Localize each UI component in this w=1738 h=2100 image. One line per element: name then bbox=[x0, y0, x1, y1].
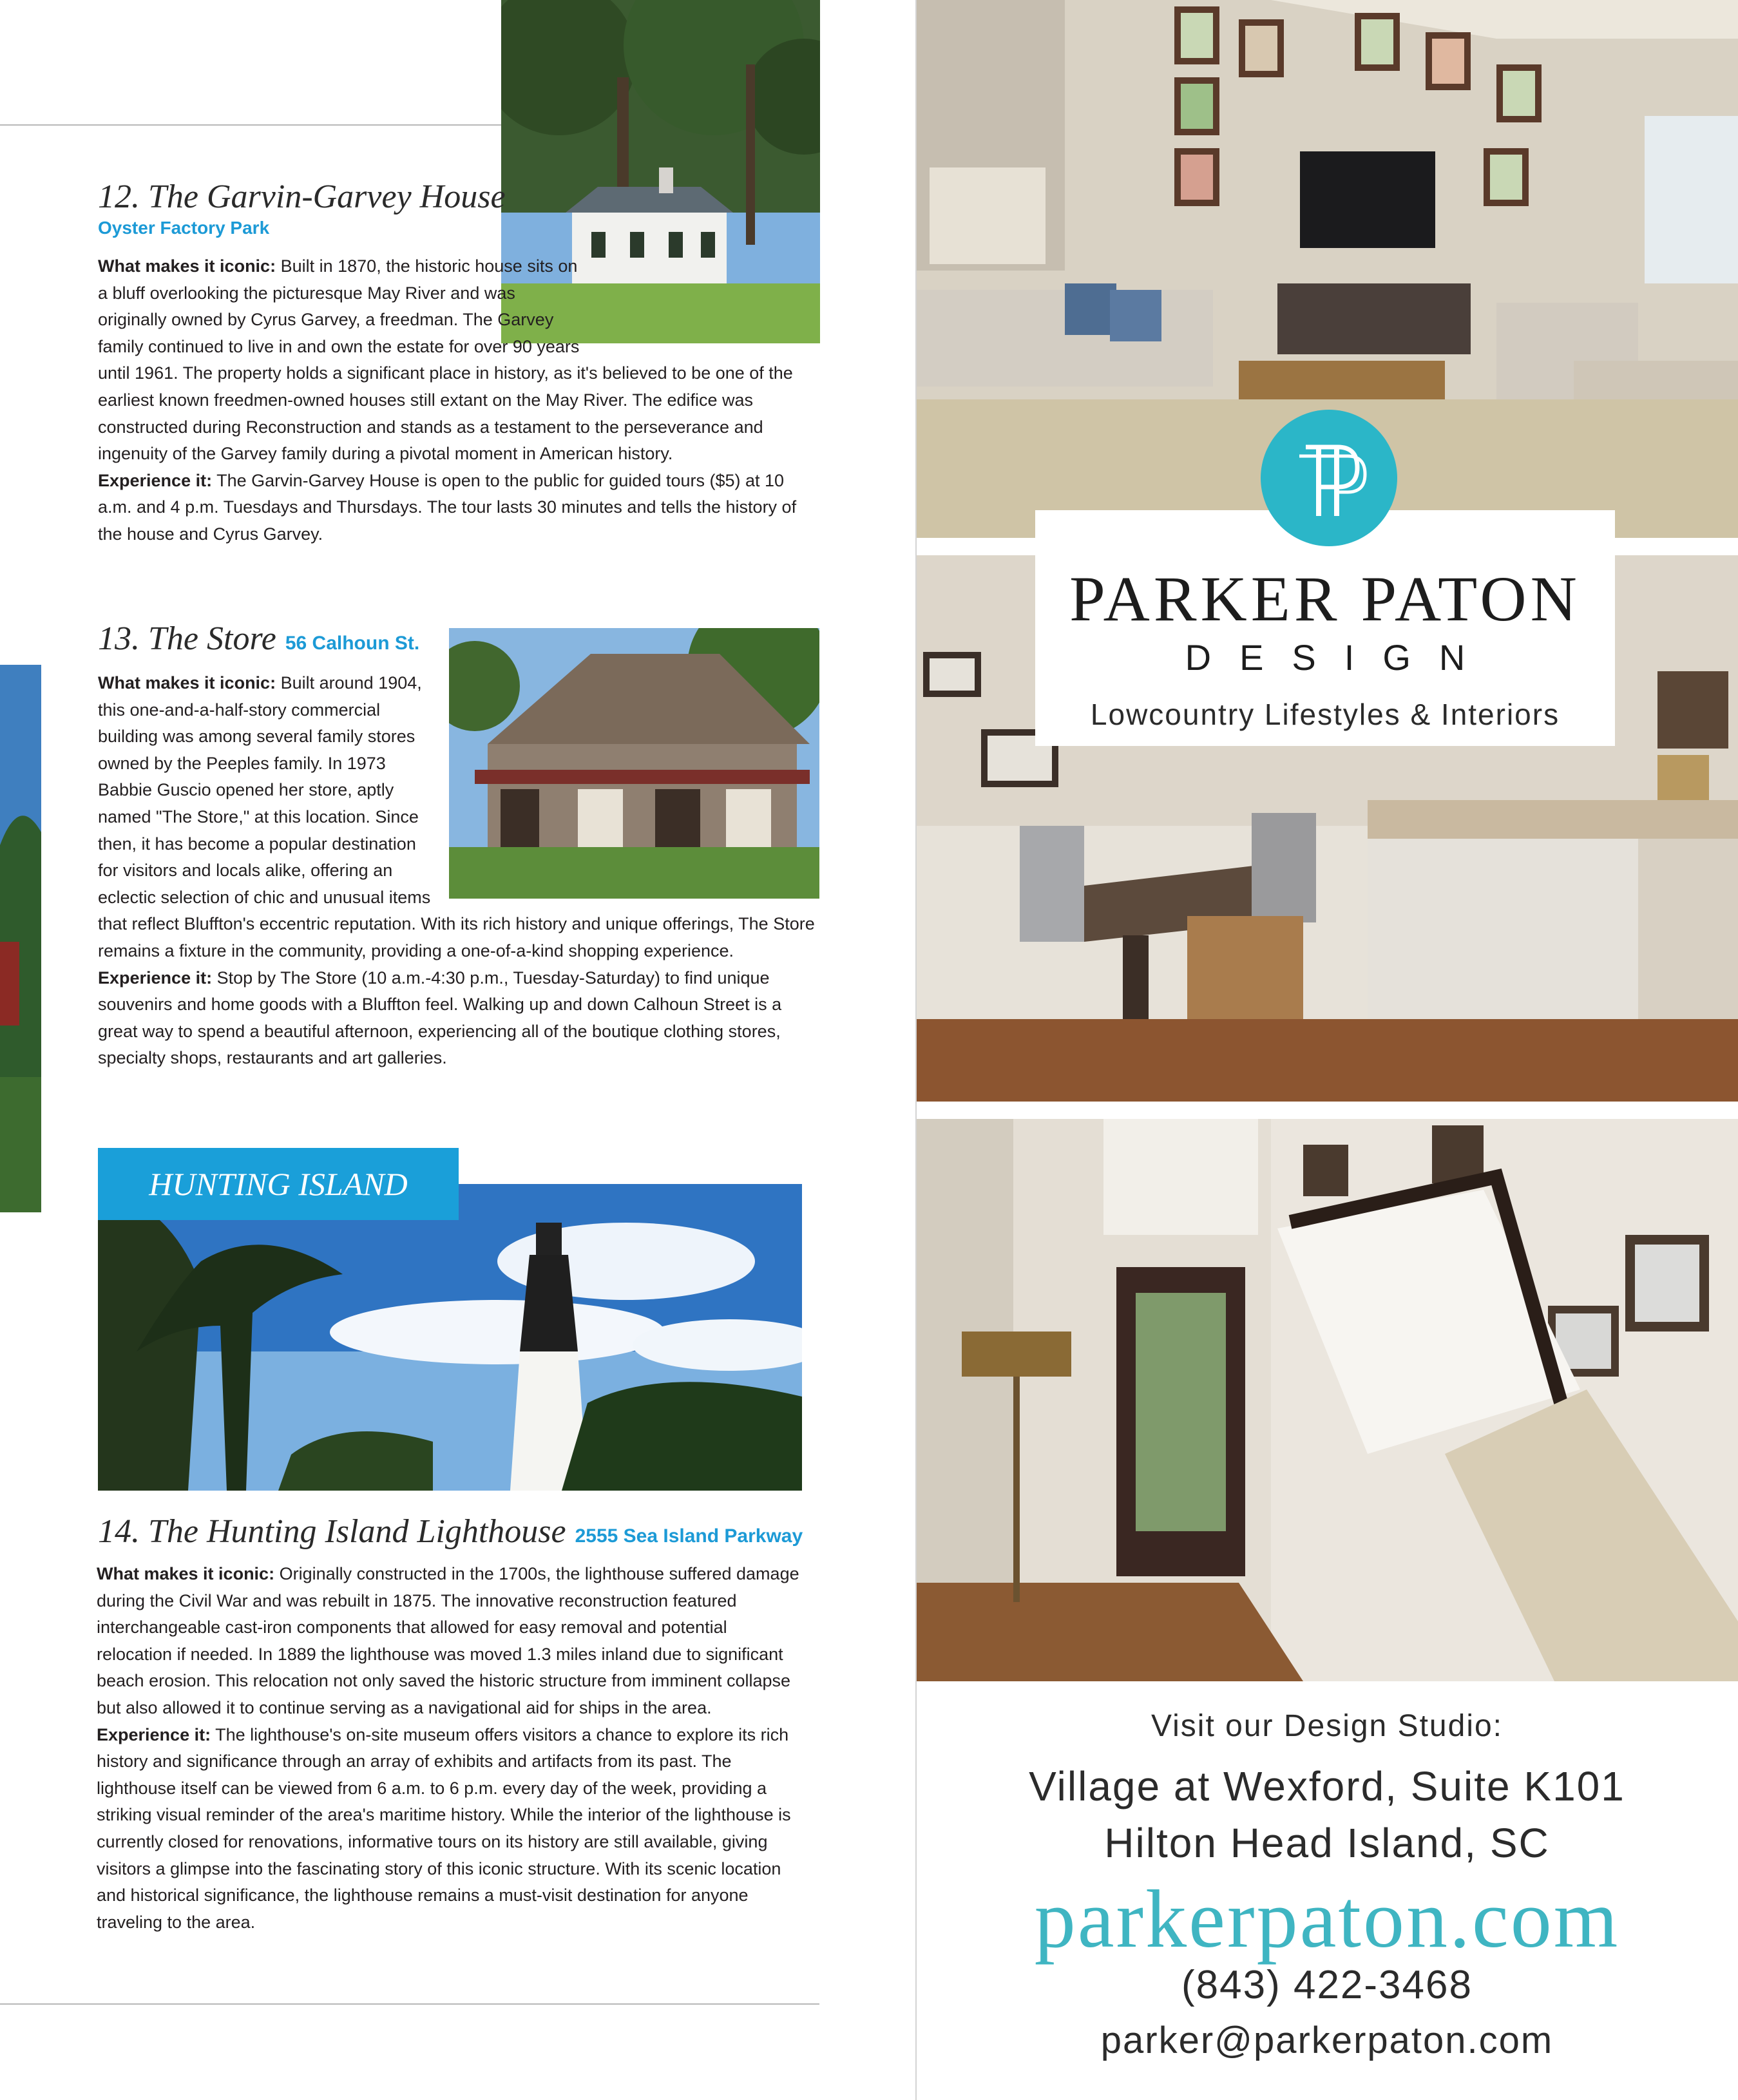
article-12-heading: 12. The Garvin-Garvey House bbox=[98, 178, 506, 215]
email-link[interactable]: parker@parkerpaton.com bbox=[1100, 2019, 1554, 2061]
phone-number[interactable]: (843) 422-3468 bbox=[1181, 1963, 1473, 2007]
article-14-heading: 14. The Hunting Island Lighthouse bbox=[98, 1513, 566, 1550]
article-13-iconic-label: What makes it iconic: bbox=[98, 673, 276, 692]
section-banner-hunting-island: HUNTING ISLAND bbox=[98, 1148, 459, 1220]
article-12-title bbox=[98, 180, 506, 214]
article-14-title bbox=[98, 1515, 803, 1549]
article-13-body bbox=[98, 670, 819, 1072]
article-14-location: 2555 Sea Island Parkway bbox=[575, 1525, 803, 1547]
left-edge-photo bbox=[0, 665, 41, 1212]
article-12-location: Oyster Factory Park bbox=[98, 218, 270, 238]
address-line-2: Hilton Head Island, SC bbox=[1104, 1820, 1550, 1866]
brand-tagline: Lowcountry Lifestyles & Interiors bbox=[1090, 698, 1560, 731]
entry-staircase-photo bbox=[917, 1119, 1738, 1681]
article-13-location: 56 Calhoun St. bbox=[285, 633, 420, 654]
hunting-island-lighthouse-photo bbox=[98, 1184, 802, 1491]
article-12-iconic-text: Built in 1870, the historic house sits on a bluff overlooking the picturesque May River and was originally owned by Cyrus Garvey, a freedman. The Garvey family continued to live in and own the estate for over 90 years until 1961. The property holds a significant place in history, as it's believed to be one of the earliest known freedmen-owned houses still extant on the May River. The edifice was constructed during Reconstruction and stands as a testament to the perseverance and ingenuity of the Garvey family during a pivotal moment in American history. bbox=[98, 256, 793, 464]
pp-monogram-logo bbox=[1261, 410, 1397, 546]
website-link[interactable]: parkerpaton.com bbox=[1034, 1873, 1620, 1965]
article-14-body bbox=[97, 1561, 805, 1936]
pp-monogram-icon bbox=[1261, 410, 1397, 546]
brand-subtitle: DESIGN bbox=[1185, 637, 1494, 678]
article-13-title bbox=[98, 622, 419, 656]
article-12-body bbox=[98, 253, 807, 548]
bottom-rule bbox=[0, 2003, 819, 2005]
top-rule bbox=[0, 124, 501, 126]
article-14-iconic-text: Originally constructed in the 1700s, the lighthouse suffered damage during the Civil War and was rebuilt in 1875. The innovative reconstruction featured interchangeable cast-iron components that allowed for easy removal and potential relocation if needed. In 1889 the lighthouse was moved 1.3 miles inland due to significant beach erosion. This relocation not only saved the historic structure from imminent collapse but also allowed it to continue serving as a navigational aid for ships in the area. bbox=[97, 1564, 799, 1717]
article-14-experience-label: Experience it: bbox=[97, 1724, 211, 1744]
brand-name: PARKER PATON bbox=[1069, 563, 1581, 635]
article-13-heading: 13. The Store bbox=[98, 620, 276, 657]
article-14-experience-text: The lighthouse's on-site museum offers visitors a chance to explore its rich history and significance through an array of exhibits and artifacts from its past. The lighthouse itself can be viewed from 6 a.m. to 6 p.m. every day of the week, providing a striking visual reminder of the area's maritime history. While the interior of the lighthouse is currently closed for renovations, informative tours on its history are still available, giving visitors a glimpse into the fascinating story of this iconic structure. With its scenic location and historical significance, the lighthouse remains a must-visit destination for anyone traveling to the area. bbox=[97, 1724, 791, 1932]
article-12-experience-text: The Garvin-Garvey House is open to the public for guided tours ($5) at 10 a.m. and 4 p.m. Tuesdays and Thursdays. The tour lasts 30 minutes and tells the history of the house and Cyrus Garvey. bbox=[98, 470, 797, 544]
article-13-experience-label: Experience it: bbox=[98, 968, 213, 988]
article-12-iconic-label: What makes it iconic: bbox=[98, 256, 276, 276]
article-13-image-wrap bbox=[439, 670, 819, 908]
article-13-experience-text: Stop by The Store (10 a.m.-4:30 p.m., Tuesday-Saturday) to find unique souvenirs and home goods with a Bluffton feel. Walking up and down Calhoun Street is a great way to spend a beautiful afternoon, experiencing all of the boutique clothing stores, specialty shops, restaurants and art galleries. bbox=[98, 968, 782, 1068]
article-12-experience-label: Experience it: bbox=[98, 470, 213, 490]
address-line-1: Village at Wexford, Suite K101 bbox=[1029, 1763, 1625, 1809]
visit-studio-label: Visit our Design Studio: bbox=[1151, 1709, 1504, 1743]
article-12-image-wrap bbox=[587, 253, 807, 356]
article-14-iconic-label: What makes it iconic: bbox=[97, 1564, 275, 1583]
article-13-iconic-text: Built around 1904, this one-and-a-half-story commercial building was among several family stores owned by the Peeples family. In 1973 Babbie Guscio opened her store, aptly named "The Store," at this location. Since then, it has become a popular destination for visitors and locals alike, offering an eclectic selection of chic and unusual items that reflect Bluffton's eccentric reputation. With its rich history and unique offerings, The Store remains a fixture in the community, providing a one-of-a-kind shopping experience. bbox=[98, 673, 815, 960]
